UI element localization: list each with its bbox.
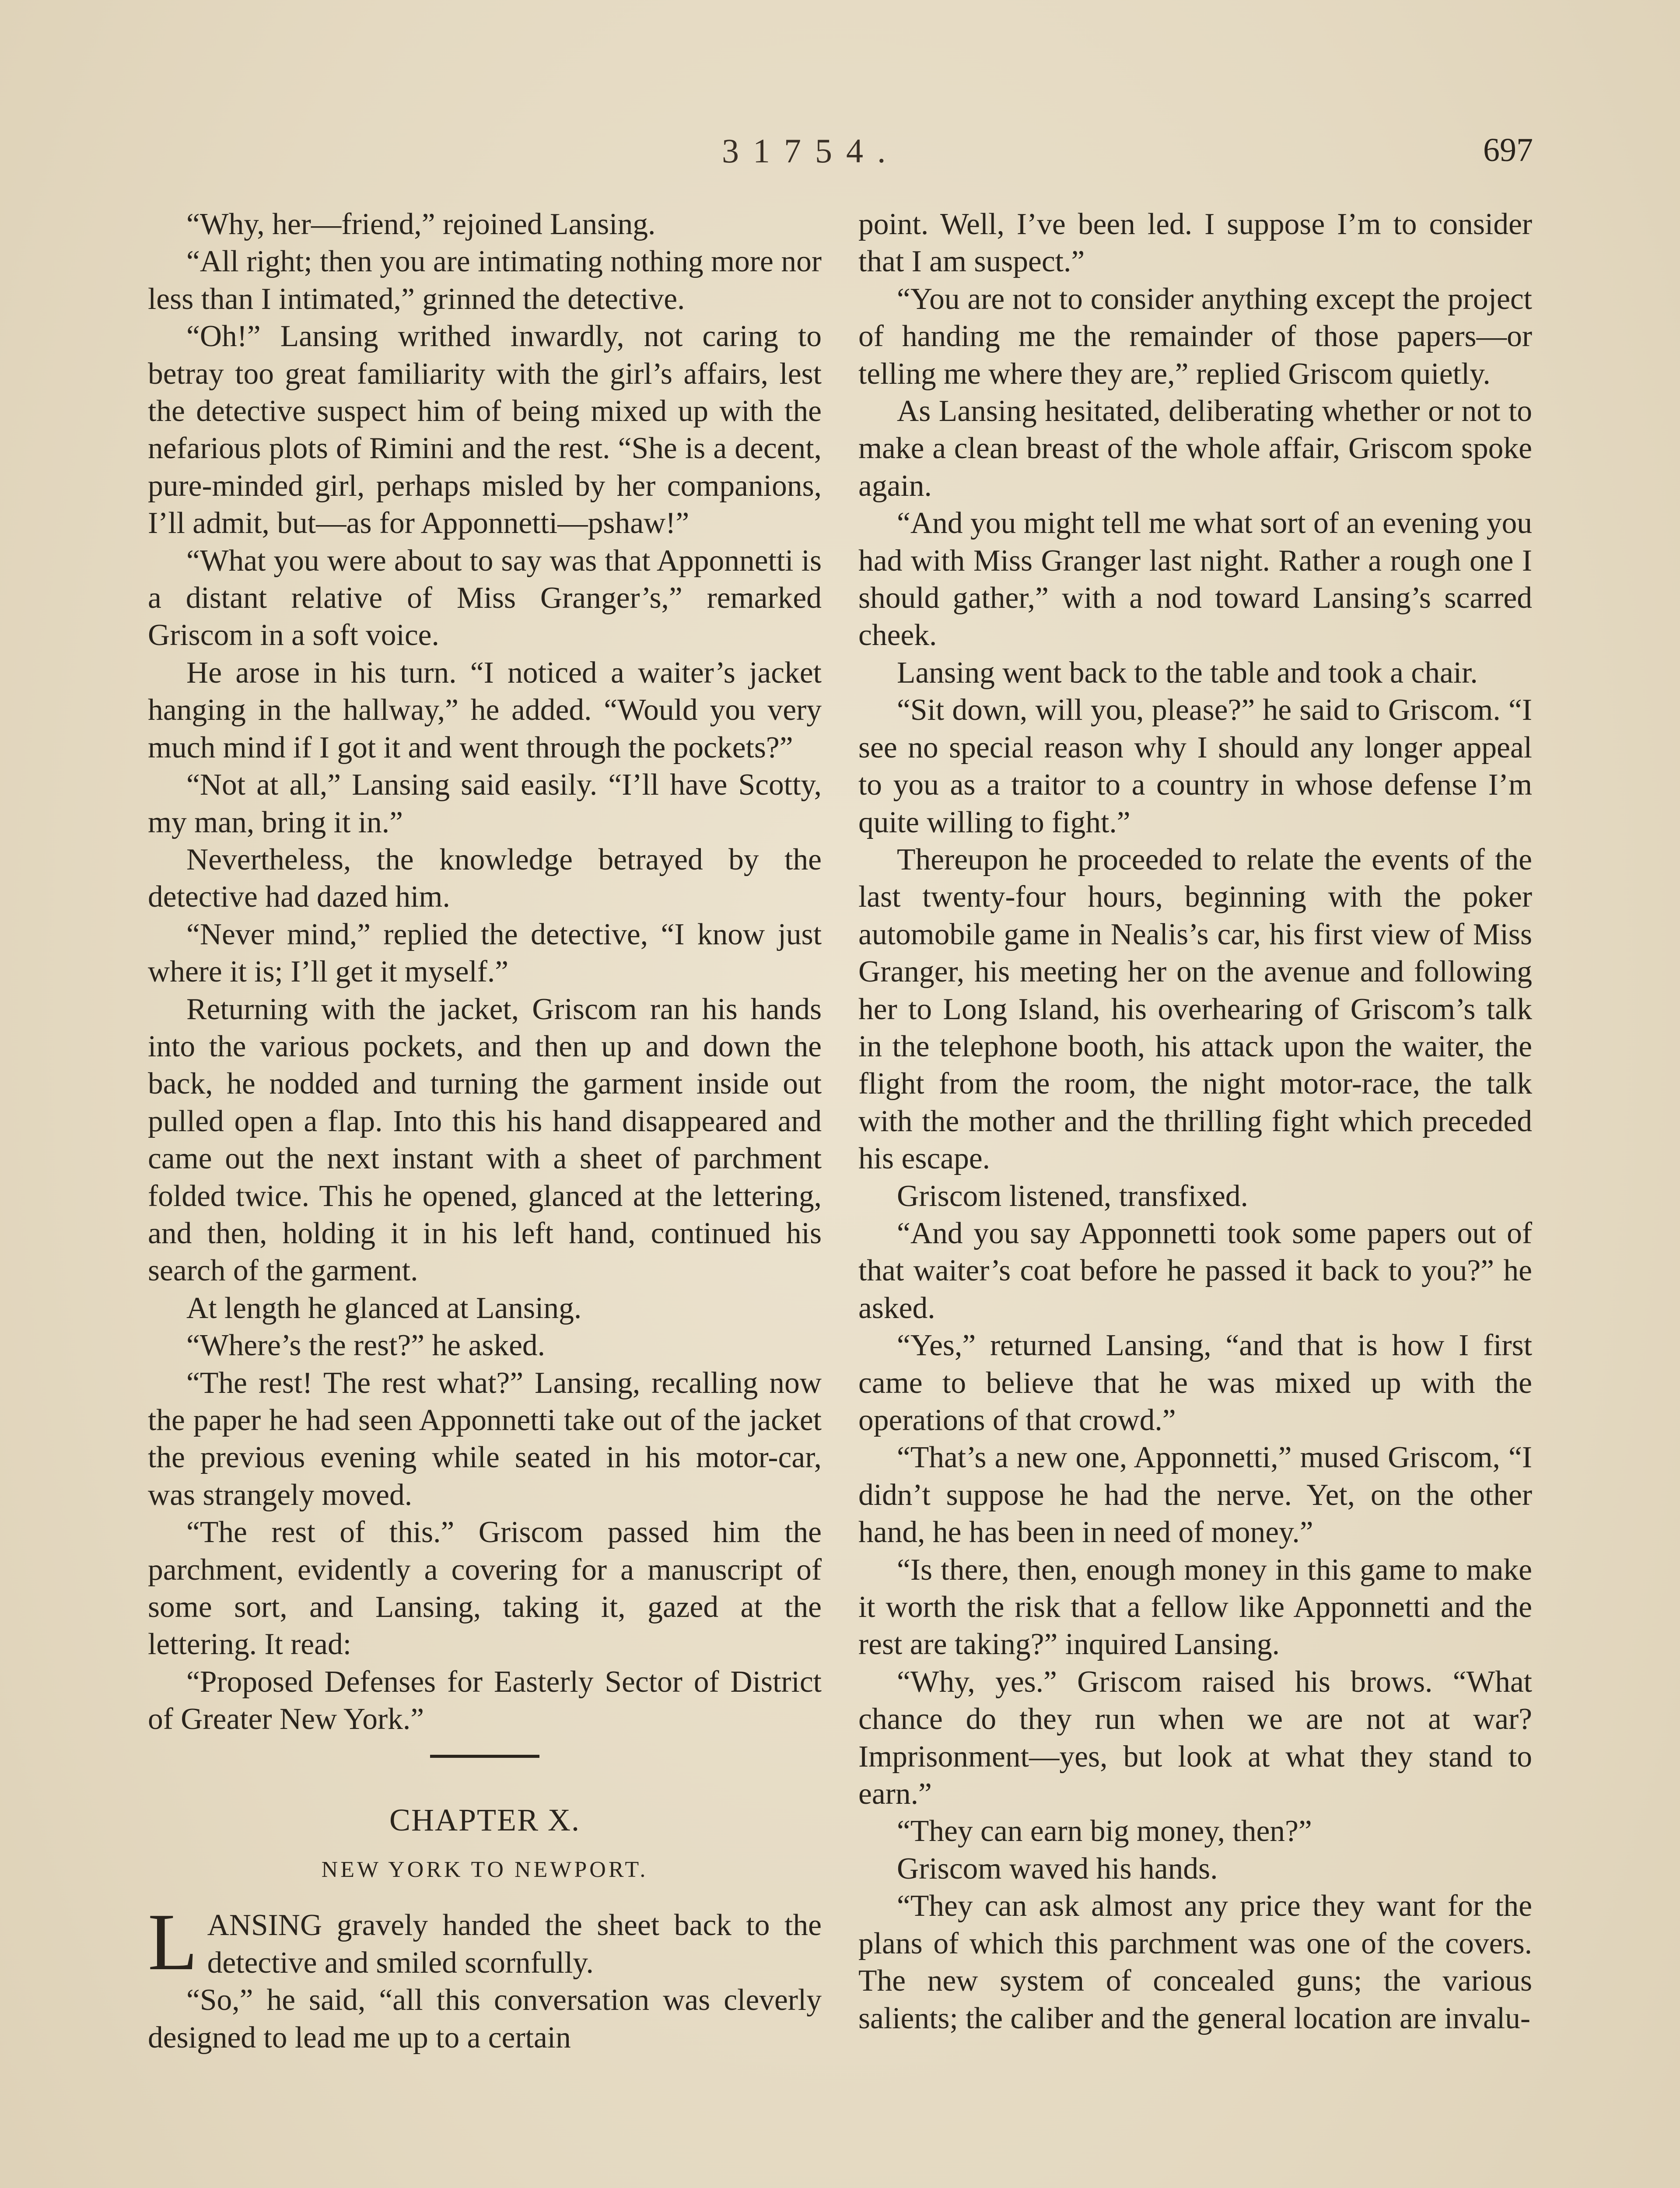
- paragraph: Griscom waved his hands.: [897, 1851, 1218, 1886]
- paragraph: “Yes,” returned Lansing, “and that is how I first came to believe that he was mixed up with the operations of that crowd.”: [858, 1329, 1532, 1437]
- paragraph: Lansing went back to the table and took a chair.: [897, 656, 1478, 690]
- paragraph: “What you were about to say was that Apponnetti is a distant relative of Miss Granger’s,” remarked Griscom in a soft voice.: [148, 543, 822, 652]
- paragraph: “Never mind,” replied the detective, “I know just where it is; I’ll get it myself.”: [148, 917, 822, 989]
- paragraph: Nevertheless, the knowledge betrayed by the detective had dazed him.: [148, 842, 822, 914]
- paragraph: Griscom listened, transfixed.: [897, 1179, 1248, 1213]
- paragraph: “You are not to consider anything except the project of handing me the remainder of those papers—or telling me where they are,” replied Griscom quietly.: [858, 282, 1532, 391]
- page-header: [0, 131, 1680, 184]
- chapter-subtitle: NEW YORK TO NEWPORT.: [321, 1857, 648, 1883]
- paragraph: “That’s a new one, Apponnetti,” mused Griscom, “I didn’t suppose he had the nerve. Yet, on the other hand, he has been in need of money.”: [858, 1441, 1532, 1550]
- paragraph: “Proposed Defenses for Easterly Sector of District of Greater New York.”: [148, 1665, 822, 1736]
- paragraph: Returning with the jacket, Griscom ran his hands into the various pockets, and then up and down the back, he nodded and turning the garment inside out pulled open a flap. Into this his hand disappeared and came out the next instant with a sheet of parchment folded twice. This he opened, glanced at the lettering, and then, holding it in his left hand, continued his search of the garment.: [148, 992, 822, 1288]
- paragraph: “Where’s the rest?” he asked.: [186, 1329, 546, 1363]
- paragraph: “Why, her—friend,” rejoined Lansing.: [186, 207, 656, 241]
- paragraph: At length he glanced at Lansing.: [186, 1291, 582, 1325]
- page-number: 697: [1483, 132, 1533, 168]
- paragraph: “Is there, then, enough money in this game to make it worth the risk that a fellow like Apponnetti and the rest are taking?” inquired Lansing.: [858, 1553, 1532, 1662]
- paragraph: “So,” he said, “all this conversation was cleverly designed to lead me up to a certain: [148, 1983, 822, 2055]
- ink-stamp-number: 31754.: [722, 132, 900, 170]
- continued-paragraph: point. Well, I’ve been led. I suppose I’m to consider that I am suspect.”: [858, 207, 1532, 279]
- paragraph: Thereupon he proceeded to relate the events of the last twenty-four hours, beginning with the poker automobile game in Nealis’s car, his first view of Miss Granger, his meeting her on the avenue and following her to Long Island, his overhearing of Griscom’s talk in the telephone booth, his attack upon the waiter, the flight from the room, the night motor-race, the talk with the mother and the thrilling fight which preceded his escape.: [858, 842, 1532, 1176]
- paragraph: “Not at all,” Lansing said easily. “I’ll have Scotty, my man, bring it in.”: [148, 768, 822, 839]
- paragraph: As Lansing hesitated, deliberating whether or not to make a clean breast of the whole affair, Griscom spoke again.: [858, 394, 1532, 503]
- chapter-opening-paragraph: [148, 1897, 822, 1988]
- paragraph: “Why, yes.” Griscom raised his brows. “What chance do they run when we are not at war? Imprisonment—yes, but look at what they stand to earn.”: [858, 1665, 1532, 1811]
- paragraph: He arose in his turn. “I noticed a waiter’s jacket hanging in the hallway,” he added. “Would you very much mind if I got it and went through the pockets?”: [148, 656, 822, 764]
- paragraph: “And you say Apponnetti took some papers out of that waiter’s coat before he passed it back to you?” he asked.: [858, 1216, 1532, 1325]
- paragraph: “They can earn big money, then?”: [897, 1814, 1312, 1848]
- drop-cap: L: [148, 1897, 198, 1988]
- opening-text: ANSING gravely handed the sheet back to the detective and smiled scornfully.: [207, 1908, 822, 1980]
- section-divider: [430, 1755, 539, 1758]
- chapter-title: CHAPTER X.: [389, 1802, 581, 1837]
- right-column: [858, 206, 1532, 2037]
- paragraph: “All right; then you are intimating nothing more nor less than I intimated,” grinned the detective.: [148, 245, 822, 316]
- paragraph: “They can ask almost any price they want for the plans of which this parchment was one of the covers. The new system of concealed guns; the various salients; the caliber and the general location are invalu-: [858, 1889, 1532, 2035]
- paragraph: “Oh!” Lansing writhed inwardly, not caring to betray too great familiarity with the girl’s affairs, lest the detective suspect him of being mixed up with the nefarious plots of Rimini and the rest. “She is a decent, pure-minded girl, perhaps misled by her companions, I’ll admit, but—as for Apponnetti—pshaw!”: [148, 319, 822, 540]
- paragraph: “Sit down, will you, please?” he said to Griscom. “I see no special reason why I should any longer appeal to you as a traitor to a country in whose defense I’m quite willing to fight.”: [858, 693, 1532, 839]
- left-column: [148, 206, 822, 2056]
- paragraph: “And you might tell me what sort of an evening you had with Miss Granger last night. Rather a rough one I should gather,” with a nod toward Lansing’s scarred cheek.: [858, 506, 1532, 652]
- paragraph: “The rest! The rest what?” Lansing, recalling now the paper he had seen Apponnetti take out of the jacket the previous evening while seated in his motor-car, was strangely moved.: [148, 1366, 822, 1512]
- paragraph: “The rest of this.” Griscom passed him the parchment, evidently a covering for a manuscript of some sort, and Lansing, taking it, gazed at the lettering. It read:: [148, 1515, 822, 1662]
